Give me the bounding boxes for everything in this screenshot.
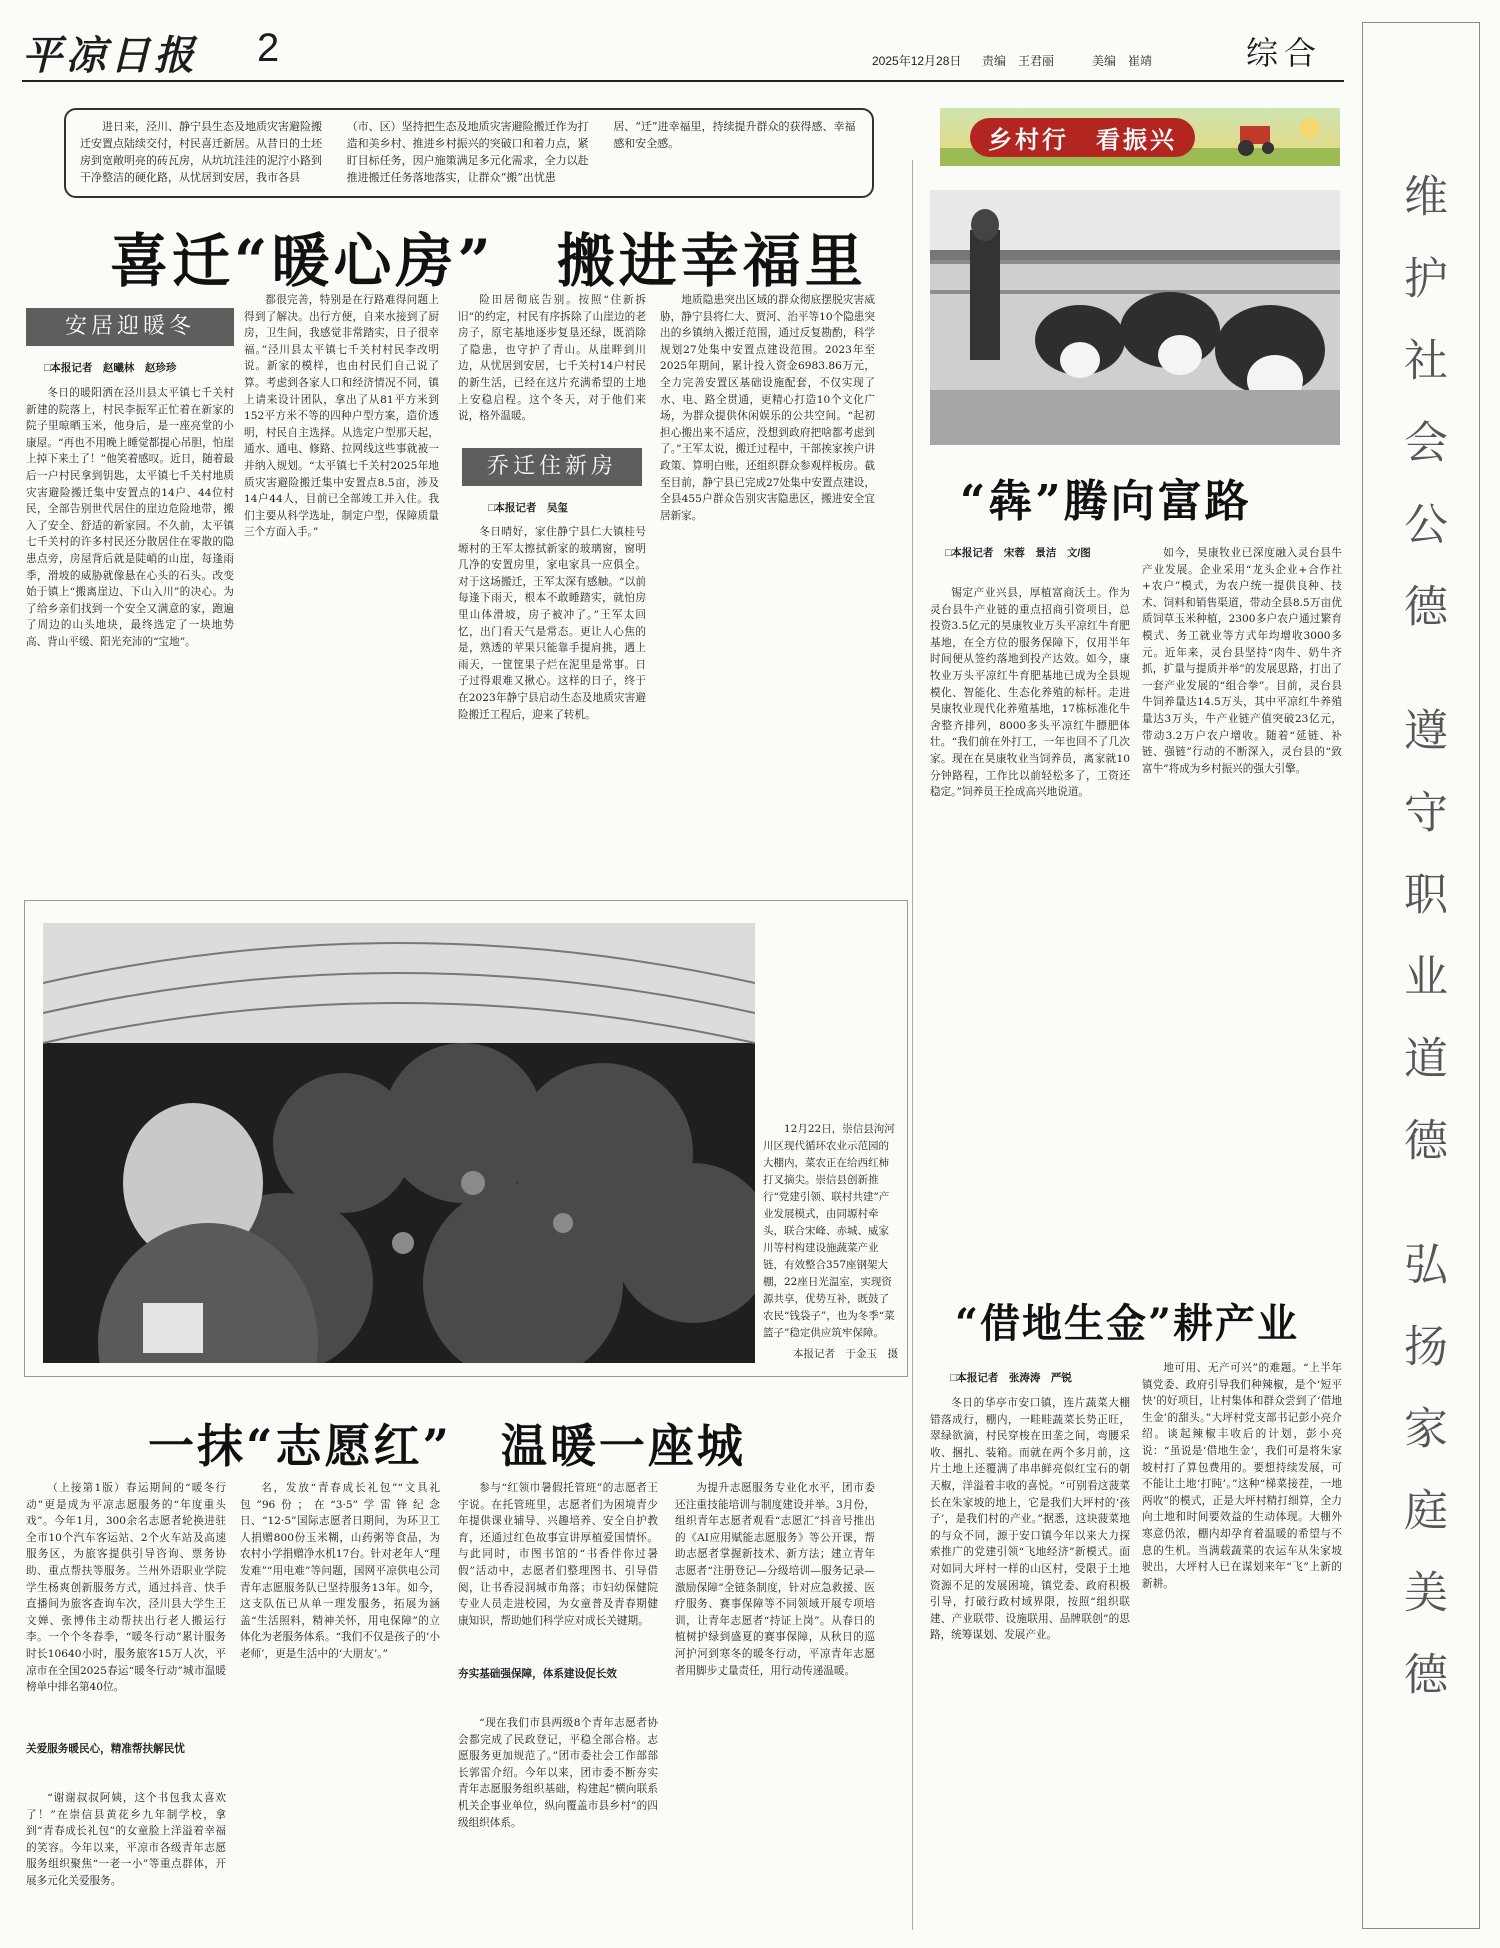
masthead: [22, 22, 1344, 82]
article-column: 地可用、无产可兴”的难题。“上半年镇党委、政府引导我们种辣椒，是个‘短平快’的好项目，让村集体和群众尝到了‘借地生金’的甜头。”大坪村党支部书记彭小亮介绍。谈起辣椒丰收后的计划，彭小亮说：“虽说是‘借地生金’，我们可是将朱家坡村打了算包费用的。要想持续发展，可不能让土地‘打盹’。”这种“梯菜接茬，一地两收”的模式，正是大坪村精打细算，全力向土地和时间要效益的生动体现。大棚外寒意仍浓，棚内却孕育着温暖的希望与不息的生机。当满载蔬菜的农运车从朱家坡驶出，大坪村人已在谋划来年“飞”上新的新耕。: [1142, 1362, 1342, 1590]
issue-date: 2025年12月28日: [872, 54, 962, 68]
lead-summary-box: [64, 108, 874, 198]
byline: □本报记者 赵曦林 赵珍珍: [44, 362, 177, 374]
article-column: 冬日的华亭市安口镇，连片蔬菜大棚错落成行，棚内，一畦畦蔬菜长势正旺，翠绿欲滴，村民穿梭在田垄之间，弯腰采收、捆扎、装箱。而就在两个多月前，这片土地上还覆满了串串鲜亮似红宝石的朝天椒，洋溢着丰收的喜悦。“可别看这菠菜长在朱家坡的地上，它是我们大坪村的‘孩子’，是我们村的产业。”据悉，这块菠菜地的与众不同，源于安口镇今年以来大力探索推广的党建引领“飞地经济”新模式。面对如同大坪村一样的山区村，受限于土地资源不足的发展困境，镇党委、政府积极引导，打破行政村域界限，按照“组织联建、产业联带、设施联用、品牌联创”的思路，统筹谋划、发展产业。: [930, 1397, 1130, 1642]
byline: □本报记者 宋蓉 景洁 文/图: [945, 547, 1091, 559]
photo-caption: [763, 1121, 898, 1363]
article-column: “现在我们市县两级8个青年志愿者协会都完成了民政登记，平稳全部合格。志愿服务更加规范了。”团市委社会工作部部长郭雷介绍。今年以来，团市委不断夯实青年志愿服务组织基础，构建起“横向联系机关企事业单位，纵向覆盖市县乡村”的四级组织体系。: [458, 1717, 658, 1829]
article-column: “谢谢叔叔阿姨，这个书包我太喜欢了！”在崇信县黄花乡九年制学校，拿到“青春成长礼包”的女童脸上洋溢着幸福的笑容。今年以来，平凉市各级青年志愿服务组织聚焦“一老一小”等重点群体，开展多元化关爱服务。: [26, 1792, 226, 1887]
article-column: 锡定产业兴县，厚植富商沃土。作为灵台县牛产业链的重点招商引资项目，总投资3.5亿元的昊康牧业万头平凉红牛育肥基地，在全方位的服务保障下，仅用半年时间便从签约落地到投产达效。如今，康牧业万头平凉红牛育肥基地已成为全县规模化、智能化、生态化养殖的标杆。走进昊康牧业现代化养殖基地，17栋标准化牛舍整齐排列，8000多头平凉红牛膘肥体壮。“我们前在外打工，一年也回不了几次家。现在在昊康牧业当饲养员，离家就10分钟路程，工作比以前轻松多了，工资还稳定。”饲养员王拴成高兴地说道。: [930, 587, 1130, 799]
article-column: （上接第1版）春运期间的“暖冬行动”更是成为平凉志愿服务的“年度重头戏”。今年1月，300余名志愿者轮换进驻全市10个汽车客运站、2个火车站及高速服务区，为旅客提供引导咨询、票务协助、重点帮扶等服务。兰州外语职业学院学生杨爽创新服务方式，通过抖音、快手直播间为旅客查询车次，泾川县大学生王文婵、张博伟主动帮扶出行老人搬运行李。一个个冬春季，“暖冬行动”累计服务时长10640小时，服务旅客15万人次，平凉市在全国2025春运“暖冬行动”城市温暖榜单中排名第40位。: [26, 1482, 226, 1694]
column-divider: [912, 160, 913, 1930]
section-name: 综合: [1245, 35, 1322, 71]
newspaper-logo: 平凉日报: [22, 32, 198, 79]
photo-credit: 本报记者 于金玉 摄: [793, 1348, 898, 1360]
page-number: 2: [257, 26, 280, 70]
article-column: 名，发放“青春成长礼包”“文具礼包”96份；在“3·5”学雷锋纪念日、“12·5”国际志愿者日期间，为环卫工人捐赠800份玉米糊，山药粥等食品，为农村小学捐赠净水机17台。针对老年人“理发难”“用电难”等问题，国网平凉供电公司青年志愿服务队已坚持服务13年。如今，这支队伍已从单一理发服务，拓展为涵盖“生活照料，精神关怀，用电保障”的立体化为老服务体系。“我们不仅是孩子的‘小老师’，更是生活中的‘大朋友’。”: [240, 1482, 440, 1660]
cattle-photo-graphic: [930, 190, 1340, 445]
headline-cattle: “犇”腾向富路: [960, 476, 1252, 527]
headline-volunteer: 一抹“志愿红” 温暖一座城: [148, 1419, 746, 1473]
slogan-line-3: 弘扬家庭美德: [1396, 1241, 1447, 1733]
subhead-warm-winter: 安居迎暖冬: [26, 308, 234, 346]
article-column: 参与“红领巾暑假托管班”的志愿者王宇说。在托管班里，志愿者们为困境青少年提供课业辅导、兴趣培养、安全自护教育，还通过红色故事宣讲厚植爱国情怀。与此同时，市图书馆的“书香伴你过暑假”活动中，志愿者们整理图书、引导借阅，让书香浸润城市角落；市妇幼保健院专业人员走进校园，为女童普及青春期健康知识，帮助她们科学应对成长关键期。: [458, 1482, 658, 1627]
article-column: 为提升志愿服务专业化水平，团市委还注重技能培训与制度建设并举。3月份，组织青年志愿者观看“志愿汇”抖音号推出的《AI应用赋能志愿服务》等公开课，帮助志愿者掌握新技术、新方法；建立青年志愿者“注册登记—分级培训—服务记录—激励保障”全链条制度，针对应急救援、医疗服务、赛事保障等不同领域开展专项培训，让青年志愿者“持证上岗”。从春日的植树护绿到盛夏的赛事保障，从秋日的巡河护河到寒冬的暖冬行动，平凉青年志愿者用脚步丈量责任，用行动传递温暖。: [675, 1482, 875, 1677]
lead-summary-text: 进日来，泾川、静宁县生态及地质灾害避险搬迁安置点陆续交付，村民喜迁新居。从昔日的土坯房到宽敞明亮的砖瓦房，从坑坑洼洼的泥泞小路到干净整洁的硬化路，从忧居到安居，我市各县（市、区）坚持把生态及地质灾害避险搬迁作为打造和美乡村、推进乡村振兴的突破口和着力点，紧盯目标任务，因户施策满足多元化需求，全力以赴推进搬迁任务落地落实，让群众“搬”出忧患居、“迁”进幸福里，持续提升群众的获得感、幸福感和安全感。: [80, 120, 856, 184]
headline-flying-land: “借地生金”耕产业: [955, 1300, 1300, 1347]
slogan-line-1: 维护社会公德: [1396, 173, 1447, 665]
article-column: 都很完善，特别是在行路难得问题上得到了解决。出行方便，自来水接到了厨房，卫生间，我感觉非常踏实，日子很幸福。”泾川县太平镇七千关村村民李改明说。新家的模样，也由村民们自己说了算。考虑到各家人口和经济情况不同，镇上请来设计团队，拿出了从81平方米到152平方米不等的四种户型方案，造价透明，村民自主选择。从选定户型那天起，通水、通电、修路、拉网线这些事就被一并纳入规划。“太平镇七千关村2025年地质灾害避险搬迁集中安置点8.5亩，涉及14户44人，目前已全部竣工并入住。我们主要从科学选址，制定户型，保障质量三个方面入手。”: [244, 294, 439, 539]
slogan-column: [1381, 173, 1461, 1775]
rural-banner-label: 乡村行 看振兴: [970, 118, 1195, 157]
cattle-farm-photo: [930, 190, 1340, 445]
greenhouse-photo-graphic: [43, 923, 755, 1363]
article-subhead: 关爱服务暖民心，精准帮扶解民忧: [26, 1743, 185, 1755]
editor-credit: 责编 王君丽: [982, 54, 1055, 68]
article-column: 冬日晴好，家住静宁县仁大镇桂号塬村的王军太擦拭新家的玻璃窗，窗明几净的安置房里，家电家具一应俱全。对于这场搬迁，王军太深有感触。“以前每逢下雨天，根本不敢睡踏实，就怕房里山体滑坡，房子被冲了。”王军太回忆，出门看天气是常态。更让人心焦的是，熟透的苹果只能靠手提肩挑，遇上雨天，一筐筐果子烂在泥里是常事。日子过得艰难又揪心。这样的日子，终于在2023年静宁县启动生态及地质灾害避险搬迁工程后，迎来了转机。: [458, 526, 646, 721]
slogan-line-2: 遵守职业道德: [1396, 707, 1447, 1199]
photo-frame: [24, 900, 908, 1377]
article-column: 冬日的暖阳洒在泾川县太平镇七千关村新建的院落上，村民李振军正忙着在新家的院子里晾晒玉米，他身后，是一座亮堂的小康屋。“再也不用晚上睡觉都提心吊胆，怕崖上掉下来土了！”他笑着感叹。近日，随着最后一户村民拿到钥匙，太平镇七千关村地质灾害避险搬迁集中安置点的14户、44位村民，全部告别世代居住的崖边危险地带，搬入了安全、舒适的新家园。不久前，太平镇七千关村的许多村民还分散居住在零散的隐患点旁，房屋背后就是陡峭的山崖，每逢雨季，滑坡的威胁就像悬在心头的石头。改变始于镇上“搬离崖边、下山入川”的决心。为了给乡亲们找到一个安全又满意的家，跑遍了周边的山头地块，最终选定了一块地势高、背山平缓、阳光充沛的“宝地”。: [26, 387, 234, 648]
article-column: 如今，昊康牧业已深度融入灵台县牛产业发展。企业采用“龙头企业+合作社+农户”模式，为农户统一提供良种、技术、饲料和销售渠道，带动全县8.5万亩优质饲草玉米种植，2300多户农户通过繁育模式、务工就业等方式年均增收3000多元。近年来，灵台县坚持“肉牛、奶牛齐抓，扩量与提质并举”的发展思路，打出了一套产业发展的“组合拳”。目前，灵台县牛饲养量达14.5万头，其中平凉红牛养殖量达3万头，牛产业链产值突破23亿元，带动3.2万户农户增收。随着“延链、补链、强链”行动的不断深入，灵台县的“致富牛”将成为乡村振兴的强大引擎。: [1142, 547, 1342, 775]
greenhouse-photo: [43, 923, 755, 1363]
designer-credit: 美编 崔靖: [1092, 54, 1153, 68]
article-column: 地质隐患突出区域的群众彻底摆脱灾害威胁，静宁县将仁大、贾河、治平等10个隐患突出的乡镇纳入搬迁范围，通过反复勘酌，科学规划27处集中安置点建设范围。2023年至2025年期间，累计投入资金6983.86万元，全力完善安置区基础设施配套，不仅实现了水、电、路全贯通，更精心打造10个文化广场，为群众提供休闲娱乐的公共空间。“起初担心搬出来不适应，没想到政府把啥都考虑到了。”王军太说，搬迁过程中，干部挨家挨户讲政策、算明白账，还组织群众参观样板房。截至目前，静宁县已完成27处集中安置点建设，全县455户群众告别灾害隐患区，搬进安全宜居新家。: [660, 294, 875, 522]
article-subhead: 夯实基础强保障，体系建设促长效: [458, 1668, 617, 1680]
byline: □本报记者 张涛涛 严锐: [950, 1372, 1072, 1384]
rural-revitalization-banner: [940, 108, 1340, 166]
photo-caption-text: 12月22日，崇信县泃河川区现代循环农业示范园的大棚内，菜农正在给西红柿打叉摘尖。崇信县创新推行“党建引领、联村共建”产业发展模式，由同塬村牵头，联合宋峰、赤城、威家川等村构建设施蔬菜产业链，有效整合357座钢架大棚，22座日光温室，实现资源共享，优势互补，既鼓了农民“钱袋子”，也为冬季“菜篮子”稳定供应筑牢保障。: [763, 1123, 895, 1339]
article-column: 险田居彻底告别。按照“住新拆旧”的约定，村民有序拆除了山崖边的老房子，原宅基地逐步复垦还绿，既消除了隐患，也守护了青山。从崖畔到川边，从忧居到安居，七千关村14户村民的新生活，已经在这片充满希望的土地上安稳启程。这个冬天，对于他们来说，格外温暖。: [458, 294, 646, 423]
byline: □本报记者 吴玺: [488, 502, 568, 514]
subhead-new-house: 乔迁住新房: [462, 448, 642, 486]
headline-relocation: 喜迁“暖心房” 搬进幸福里: [110, 227, 867, 295]
slogan-sidebar: [1362, 22, 1480, 1929]
